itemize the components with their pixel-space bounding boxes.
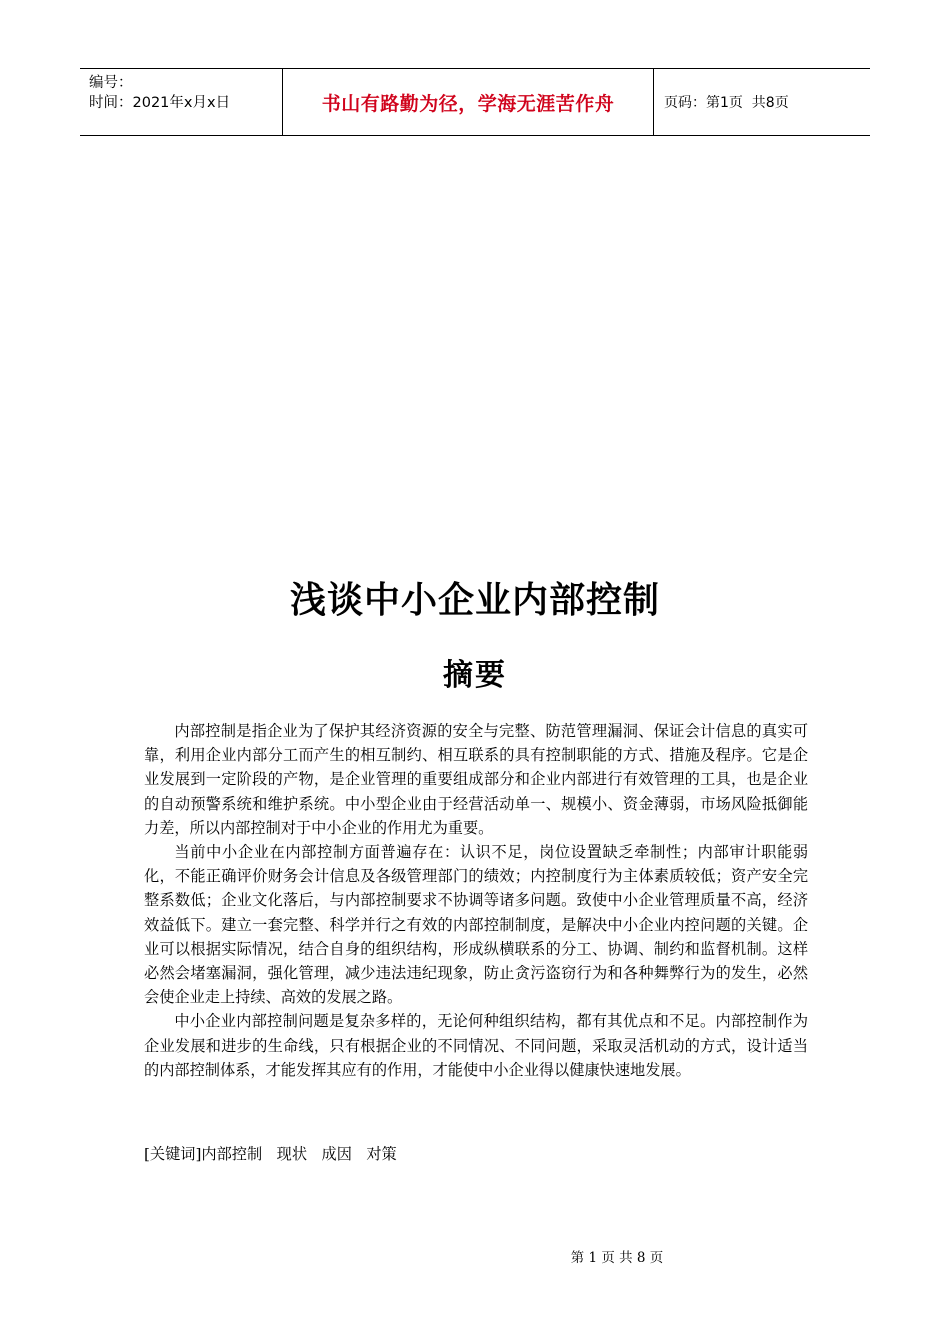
header-page-cell [654,69,870,135]
abstract-heading: 摘要 [443,658,507,693]
document-time-label: 时间：2021年x月x日 [89,95,231,111]
header-meta-cell [80,69,282,135]
abstract-paragraph-2: 当前中小企业在内部控制方面普遍存在：认识不足，岗位设置缺乏牵制性；内部审计职能弱化，不能正确评价财务会计信息及各级管理部门的绩效；内控制度行为主体素质较低；资产安全完整系数低；企业文化落后，与内部控制要求不协调等诸多问题。致使中小企业管理质量不高，经济效益低下。建立一套完整、科学并行之有效的内部控制制度，是解决中小企业内控问题的关键。企业可以根据实际情况，结合自身的组织结构，形成纵横联系的分工、协调、制约和监督机制。这样必然会堵塞漏洞，强化管理，减少违法违纪现象，防止贪污盗窃行为和各种舞弊行为的发生，必然会使企业走上持续、高效的发展之路。 [144,843,808,1007]
abstract-body [144,719,808,1082]
abstract-paragraph-1: 内部控制是指企业为了保护其经济资源的安全与完整、防范管理漏洞、保证会计信息的真实可靠，利用企业内部分工而产生的相互制约、相互联系的具有控制职能的方式、措施及程序。它是企业发展到一定阶段的产物，是企业管理的重要组成部分和企业内部进行有效管理的工具，也是企业的自动预警系统和维护系统。中小型企业由于经营活动单一、规模小、资金薄弱，市场风险抵御能力差，所以内部控制对于中小企业的作用尤为重要。 [144,722,808,837]
abstract-paragraph-3: 中小企业内部控制问题是复杂多样的，无论何种组织结构，都有其优点和不足。内部控制作为企业发展和进步的生命线，只有根据企业的不同情况、不同问题，采取灵活机动的方式，设计适当的内部控制体系，才能发挥其应有的作用，才能使中小企业得以健康快速地发展。 [144,1012,808,1079]
header-motto: 书山有路勤为径，学海无涯苦作舟 [321,92,615,115]
header-page-info: 页码：第1页 共8页 [664,95,789,111]
header-motto-cell [282,69,654,135]
document-title: 浅谈中小企业内部控制 [289,580,660,621]
page-footer: 第 1 页 共 8 页 [570,1250,664,1266]
keywords-line: [关键词]内部控制 现状 成因 对策 [144,1145,397,1163]
header-table [80,68,870,136]
document-code-label: 编号： [89,75,133,91]
